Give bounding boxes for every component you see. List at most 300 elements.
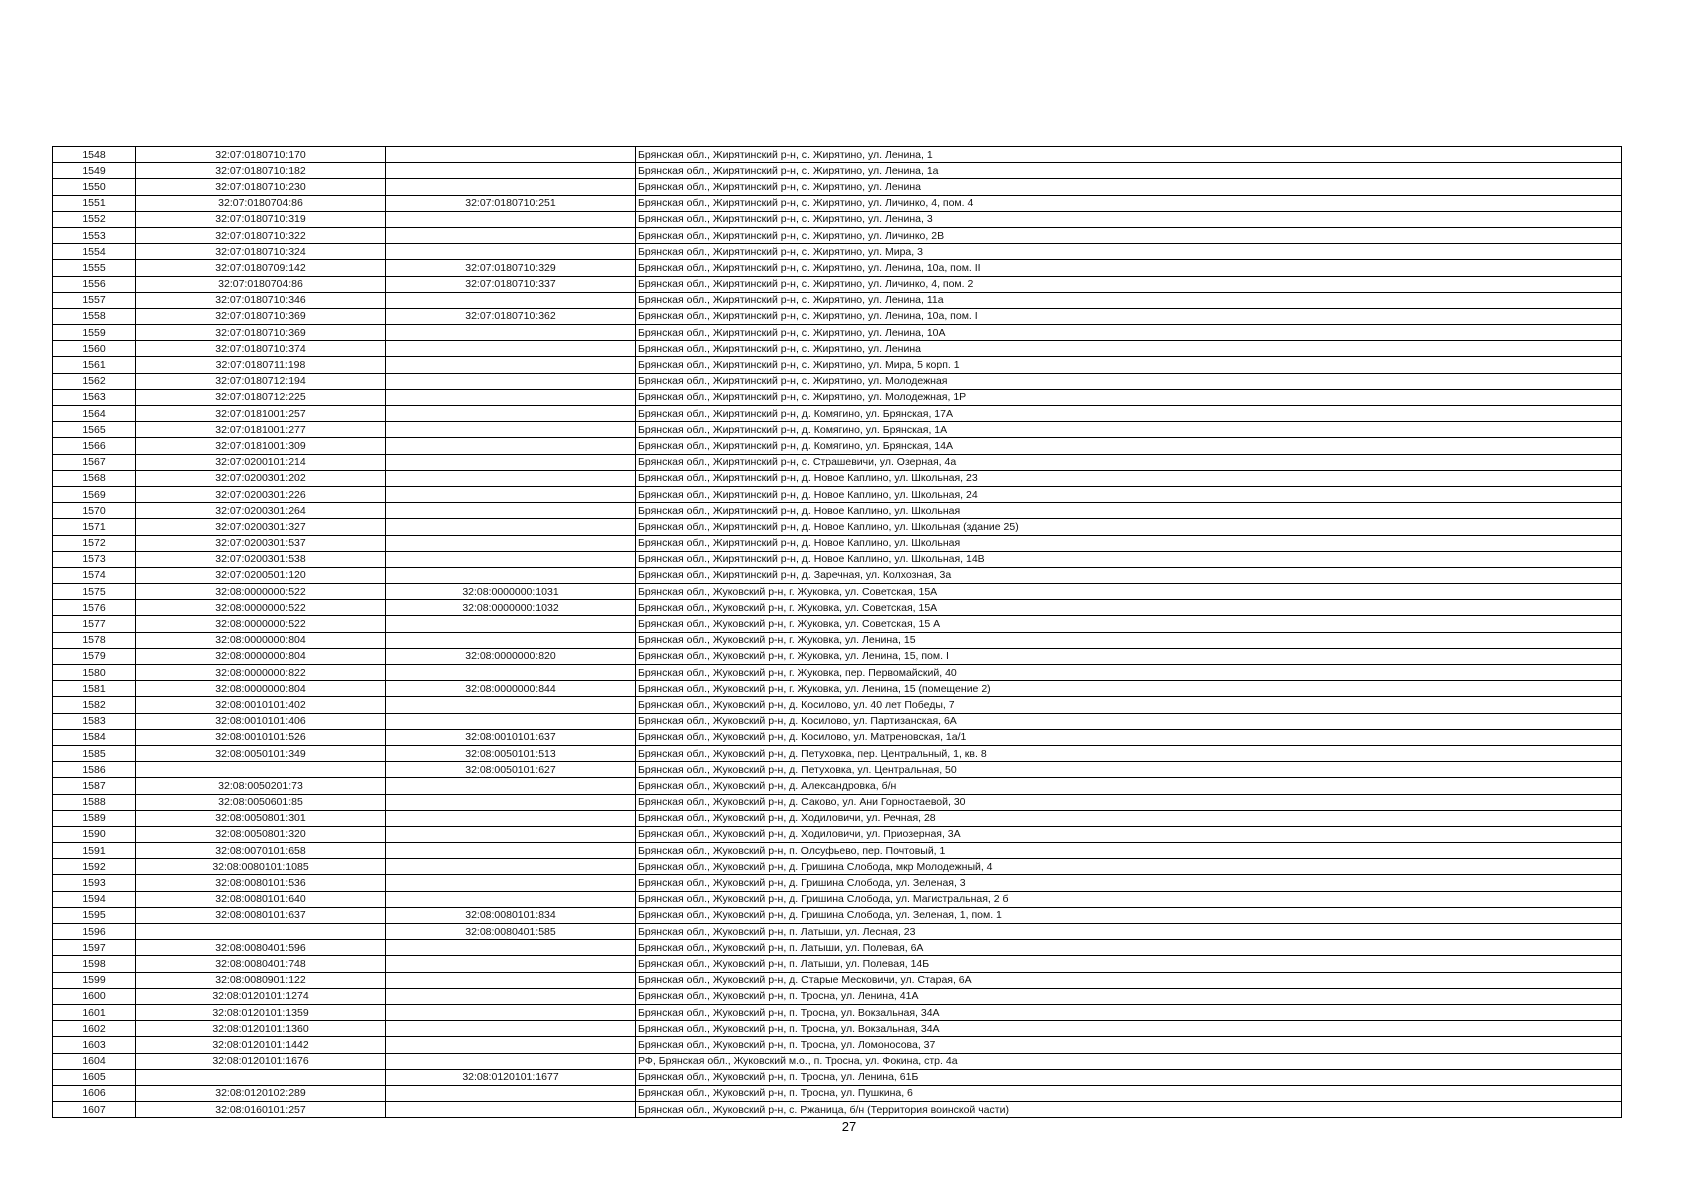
cadastral-number-cell: 32:08:0000000:804 xyxy=(136,632,386,648)
row-number-cell: 1552 xyxy=(53,211,136,227)
table-row xyxy=(53,907,1622,923)
cadastral-number-cell: 32:08:0000000:804 xyxy=(136,681,386,697)
row-number-cell: 1601 xyxy=(53,1004,136,1020)
row-number-cell: 1569 xyxy=(53,486,136,502)
cadastral-number-cell: 32:08:0080101:1085 xyxy=(136,859,386,875)
cadastral-number-cell: 32:07:0180710:374 xyxy=(136,341,386,357)
table-row xyxy=(53,486,1622,502)
row-number-cell: 1596 xyxy=(53,924,136,940)
related-cadastral-number-cell xyxy=(386,341,636,357)
table-row xyxy=(53,567,1622,583)
table-row xyxy=(53,826,1622,842)
address-cell: РФ, Брянская обл., Жуковский м.о., п. Тросна, ул. Фокина, стр. 4а xyxy=(636,1053,1622,1069)
related-cadastral-number-cell: 32:08:0050101:627 xyxy=(386,762,636,778)
related-cadastral-number-cell xyxy=(386,227,636,243)
table-row xyxy=(53,211,1622,227)
address-cell: Брянская обл., Жуковский р-н, д. Гришина Слобода, мкр Молодежный, 4 xyxy=(636,859,1622,875)
table-row xyxy=(53,1053,1622,1069)
row-number-cell: 1548 xyxy=(53,147,136,163)
table-row xyxy=(53,470,1622,486)
table-row xyxy=(53,519,1622,535)
table-row xyxy=(53,745,1622,761)
cadastral-number-cell: 32:08:0050801:320 xyxy=(136,826,386,842)
address-cell: Брянская обл., Жирятинский р-н, д. Комягино, ул. Брянская, 17А xyxy=(636,406,1622,422)
address-cell: Брянская обл., Жуковский р-н, г. Жуковка, ул. Советская, 15А xyxy=(636,584,1622,600)
address-cell: Брянская обл., Жуковский р-н, г. Жуковка, ул. Советская, 15 А xyxy=(636,616,1622,632)
cadastral-number-cell: 32:08:0000000:822 xyxy=(136,665,386,681)
row-number-cell: 1584 xyxy=(53,729,136,745)
related-cadastral-number-cell xyxy=(386,519,636,535)
related-cadastral-number-cell xyxy=(386,810,636,826)
cadastral-number-cell: 32:08:0070101:658 xyxy=(136,843,386,859)
row-number-cell: 1585 xyxy=(53,745,136,761)
row-number-cell: 1576 xyxy=(53,600,136,616)
cadastral-number-cell: 32:08:0120102:289 xyxy=(136,1085,386,1101)
cadastral-number-cell: 32:08:0120101:1274 xyxy=(136,988,386,1004)
related-cadastral-number-cell xyxy=(386,503,636,519)
cadastral-number-cell xyxy=(136,1069,386,1085)
address-cell: Брянская обл., Жирятинский р-н, с. Жирятино, ул. Ленина xyxy=(636,179,1622,195)
page-number: 27 xyxy=(841,1119,857,1134)
related-cadastral-number-cell xyxy=(386,163,636,179)
row-number-cell: 1594 xyxy=(53,891,136,907)
cadastral-number-cell: 32:07:0200301:537 xyxy=(136,535,386,551)
row-number-cell: 1571 xyxy=(53,519,136,535)
table-row xyxy=(53,681,1622,697)
cadastral-number-cell: 32:08:0010101:526 xyxy=(136,729,386,745)
row-number-cell: 1561 xyxy=(53,357,136,373)
cadastral-number-cell: 32:08:0080401:596 xyxy=(136,940,386,956)
address-cell: Брянская обл., Жуковский р-н, д. Гришина Слобода, ул. Зеленая, 3 xyxy=(636,875,1622,891)
row-number-cell: 1599 xyxy=(53,972,136,988)
related-cadastral-number-cell: 32:08:0080101:834 xyxy=(386,907,636,923)
related-cadastral-number-cell: 32:08:0000000:844 xyxy=(386,681,636,697)
related-cadastral-number-cell xyxy=(386,859,636,875)
row-number-cell: 1557 xyxy=(53,292,136,308)
table-row xyxy=(53,341,1622,357)
related-cadastral-number-cell xyxy=(386,1053,636,1069)
row-number-cell: 1592 xyxy=(53,859,136,875)
address-cell: Брянская обл., Жирятинский р-н, д. Новое Каплино, ул. Школьная (здание 25) xyxy=(636,519,1622,535)
related-cadastral-number-cell xyxy=(386,422,636,438)
row-number-cell: 1603 xyxy=(53,1037,136,1053)
row-number-cell: 1572 xyxy=(53,535,136,551)
row-number-cell: 1559 xyxy=(53,325,136,341)
table-row xyxy=(53,438,1622,454)
address-cell: Брянская обл., Жуковский р-н, г. Жуковка, ул. Ленина, 15 xyxy=(636,632,1622,648)
address-cell: Брянская обл., Жирятинский р-н, д. Заречная, ул. Колхозная, 3а xyxy=(636,567,1622,583)
address-cell: Брянская обл., Жуковский р-н, г. Жуковка, ул. Ленина, 15 (помещение 2) xyxy=(636,681,1622,697)
row-number-cell: 1553 xyxy=(53,227,136,243)
table-row xyxy=(53,357,1622,373)
address-cell: Брянская обл., Жирятинский р-н, с. Жирятино, ул. Личинко, 4, пом. 2 xyxy=(636,276,1622,292)
address-cell: Брянская обл., Жуковский р-н, п. Латыши, ул. Лесная, 23 xyxy=(636,924,1622,940)
table-row xyxy=(53,1069,1622,1085)
table-row xyxy=(53,260,1622,276)
table-row xyxy=(53,244,1622,260)
table-row xyxy=(53,729,1622,745)
row-number-cell: 1607 xyxy=(53,1102,136,1118)
address-cell: Брянская обл., Жуковский р-н, г. Жуковка, пер. Первомайский, 40 xyxy=(636,665,1622,681)
table-row xyxy=(53,940,1622,956)
address-cell: Брянская обл., Жуковский р-н, д. Петуховка, ул. Центральная, 50 xyxy=(636,762,1622,778)
table-row xyxy=(53,147,1622,163)
related-cadastral-number-cell: 32:07:0180710:329 xyxy=(386,260,636,276)
row-number-cell: 1581 xyxy=(53,681,136,697)
table-row xyxy=(53,373,1622,389)
row-number-cell: 1570 xyxy=(53,503,136,519)
table-body xyxy=(53,147,1622,1118)
row-number-cell: 1582 xyxy=(53,697,136,713)
property-register-table xyxy=(52,146,1622,1118)
cadastral-number-cell: 32:08:0080401:748 xyxy=(136,956,386,972)
cadastral-number-cell: 32:08:0010101:402 xyxy=(136,697,386,713)
address-cell: Брянская обл., Жуковский р-н, п. Олсуфьево, пер. Почтовый, 1 xyxy=(636,843,1622,859)
related-cadastral-number-cell: 32:08:0050101:513 xyxy=(386,745,636,761)
cadastral-number-cell: 32:08:0080101:637 xyxy=(136,907,386,923)
table-row xyxy=(53,810,1622,826)
row-number-cell: 1568 xyxy=(53,470,136,486)
cadastral-number-cell: 32:08:0000000:522 xyxy=(136,600,386,616)
related-cadastral-number-cell xyxy=(386,794,636,810)
table-row xyxy=(53,1102,1622,1118)
cadastral-number-cell: 32:07:0180710:182 xyxy=(136,163,386,179)
cadastral-number-cell: 32:08:0160101:257 xyxy=(136,1102,386,1118)
related-cadastral-number-cell xyxy=(386,632,636,648)
table-row xyxy=(53,551,1622,567)
row-number-cell: 1606 xyxy=(53,1085,136,1101)
row-number-cell: 1590 xyxy=(53,826,136,842)
table-row xyxy=(53,276,1622,292)
cadastral-number-cell: 32:07:0180712:225 xyxy=(136,389,386,405)
table-row xyxy=(53,1085,1622,1101)
address-cell: Брянская обл., Жуковский р-н, п. Латыши, ул. Полевая, 6А xyxy=(636,940,1622,956)
related-cadastral-number-cell xyxy=(386,325,636,341)
table-row xyxy=(53,454,1622,470)
table-row xyxy=(53,308,1622,324)
row-number-cell: 1586 xyxy=(53,762,136,778)
related-cadastral-number-cell xyxy=(386,778,636,794)
row-number-cell: 1600 xyxy=(53,988,136,1004)
table-row xyxy=(53,1037,1622,1053)
related-cadastral-number-cell xyxy=(386,389,636,405)
row-number-cell: 1591 xyxy=(53,843,136,859)
row-number-cell: 1562 xyxy=(53,373,136,389)
table-row xyxy=(53,389,1622,405)
related-cadastral-number-cell xyxy=(386,373,636,389)
related-cadastral-number-cell xyxy=(386,551,636,567)
row-number-cell: 1605 xyxy=(53,1069,136,1085)
address-cell: Брянская обл., Жуковский р-н, д. Косилово, ул. Матреновская, 1а/1 xyxy=(636,729,1622,745)
related-cadastral-number-cell xyxy=(386,713,636,729)
related-cadastral-number-cell xyxy=(386,535,636,551)
table-row xyxy=(53,859,1622,875)
related-cadastral-number-cell xyxy=(386,147,636,163)
related-cadastral-number-cell xyxy=(386,843,636,859)
table-row xyxy=(53,325,1622,341)
related-cadastral-number-cell: 32:08:0000000:820 xyxy=(386,648,636,664)
cadastral-number-cell: 32:08:0080101:536 xyxy=(136,875,386,891)
table-row xyxy=(53,956,1622,972)
cadastral-number-cell: 32:07:0200301:202 xyxy=(136,470,386,486)
related-cadastral-number-cell xyxy=(386,616,636,632)
row-number-cell: 1575 xyxy=(53,584,136,600)
cadastral-number-cell: 32:08:0000000:522 xyxy=(136,584,386,600)
cadastral-number-cell: 32:08:0120101:1676 xyxy=(136,1053,386,1069)
table-row xyxy=(53,195,1622,211)
cadastral-number-cell: 32:08:0050101:349 xyxy=(136,745,386,761)
related-cadastral-number-cell xyxy=(386,357,636,373)
related-cadastral-number-cell xyxy=(386,244,636,260)
address-cell: Брянская обл., Жирятинский р-н, с. Жирятино, ул. Мира, 5 корп. 1 xyxy=(636,357,1622,373)
cadastral-number-cell: 32:07:0200301:538 xyxy=(136,551,386,567)
address-cell: Брянская обл., Жирятинский р-н, д. Новое Каплино, ул. Школьная xyxy=(636,503,1622,519)
cadastral-number-cell: 32:07:0200301:226 xyxy=(136,486,386,502)
related-cadastral-number-cell: 32:08:0000000:1032 xyxy=(386,600,636,616)
cadastral-number-cell: 32:07:0181001:257 xyxy=(136,406,386,422)
row-number-cell: 1564 xyxy=(53,406,136,422)
table-row xyxy=(53,584,1622,600)
row-number-cell: 1578 xyxy=(53,632,136,648)
cadastral-number-cell: 32:07:0180712:194 xyxy=(136,373,386,389)
table-row xyxy=(53,422,1622,438)
address-cell: Брянская обл., Жуковский р-н, д. Косилово, ул. 40 лет Победы, 7 xyxy=(636,697,1622,713)
address-cell: Брянская обл., Жуковский р-н, д. Ходиловичи, ул. Речная, 28 xyxy=(636,810,1622,826)
row-number-cell: 1597 xyxy=(53,940,136,956)
row-number-cell: 1555 xyxy=(53,260,136,276)
table-row xyxy=(53,616,1622,632)
cadastral-number-cell: 32:07:0180710:170 xyxy=(136,147,386,163)
cadastral-number-cell xyxy=(136,924,386,940)
row-number-cell: 1567 xyxy=(53,454,136,470)
related-cadastral-number-cell xyxy=(386,972,636,988)
cadastral-number-cell: 32:07:0180704:86 xyxy=(136,195,386,211)
cadastral-number-cell: 32:07:0180704:86 xyxy=(136,276,386,292)
related-cadastral-number-cell xyxy=(386,486,636,502)
row-number-cell: 1560 xyxy=(53,341,136,357)
row-number-cell: 1577 xyxy=(53,616,136,632)
cadastral-number-cell: 32:07:0180710:346 xyxy=(136,292,386,308)
table-row xyxy=(53,179,1622,195)
cadastral-number-cell: 32:08:0010101:406 xyxy=(136,713,386,729)
related-cadastral-number-cell: 32:08:0010101:637 xyxy=(386,729,636,745)
related-cadastral-number-cell xyxy=(386,665,636,681)
row-number-cell: 1573 xyxy=(53,551,136,567)
related-cadastral-number-cell xyxy=(386,211,636,227)
cadastral-number-cell: 32:07:0200501:120 xyxy=(136,567,386,583)
address-cell: Брянская обл., Жирятинский р-н, с. Жирятино, ул. Личинко, 2В xyxy=(636,227,1622,243)
table-row xyxy=(53,1004,1622,1020)
address-cell: Брянская обл., Жуковский р-н, п. Тросна, ул. Вокзальная, 34А xyxy=(636,1021,1622,1037)
cadastral-number-cell: 32:08:0120101:1442 xyxy=(136,1037,386,1053)
related-cadastral-number-cell xyxy=(386,406,636,422)
related-cadastral-number-cell xyxy=(386,567,636,583)
related-cadastral-number-cell xyxy=(386,454,636,470)
row-number-cell: 1558 xyxy=(53,308,136,324)
related-cadastral-number-cell xyxy=(386,697,636,713)
address-cell: Брянская обл., Жирятинский р-н, с. Жирятино, ул. Ленина, 11а xyxy=(636,292,1622,308)
row-number-cell: 1583 xyxy=(53,713,136,729)
cadastral-number-cell: 32:07:0180710:324 xyxy=(136,244,386,260)
table-row xyxy=(53,794,1622,810)
table-row xyxy=(53,924,1622,940)
related-cadastral-number-cell xyxy=(386,1021,636,1037)
table-row xyxy=(53,648,1622,664)
row-number-cell: 1598 xyxy=(53,956,136,972)
related-cadastral-number-cell xyxy=(386,891,636,907)
address-cell: Брянская обл., Жуковский р-н, д. Саково, ул. Ани Горностаевой, 30 xyxy=(636,794,1622,810)
address-cell: Брянская обл., Жирятинский р-н, с. Жирятино, ул. Ленина, 10а, пом. I xyxy=(636,308,1622,324)
related-cadastral-number-cell xyxy=(386,826,636,842)
related-cadastral-number-cell xyxy=(386,1037,636,1053)
table-row xyxy=(53,227,1622,243)
cadastral-number-cell: 32:07:0180710:319 xyxy=(136,211,386,227)
address-cell: Брянская обл., Жуковский р-н, п. Тросна, ул. Ленина, 41А xyxy=(636,988,1622,1004)
row-number-cell: 1587 xyxy=(53,778,136,794)
address-cell: Брянская обл., Жирятинский р-н, д. Новое Каплино, ул. Школьная xyxy=(636,535,1622,551)
table-row xyxy=(53,972,1622,988)
cadastral-number-cell: 32:08:0050201:73 xyxy=(136,778,386,794)
address-cell: Брянская обл., Жуковский р-н, д. Ходиловичи, ул. Приозерная, 3А xyxy=(636,826,1622,842)
related-cadastral-number-cell xyxy=(386,438,636,454)
address-cell: Брянская обл., Жирятинский р-н, с. Жирятино, ул. Ленина, 10А xyxy=(636,325,1622,341)
row-number-cell: 1550 xyxy=(53,179,136,195)
related-cadastral-number-cell xyxy=(386,470,636,486)
related-cadastral-number-cell xyxy=(386,956,636,972)
cadastral-number-cell: 32:07:0200301:264 xyxy=(136,503,386,519)
cadastral-number-cell: 32:07:0180710:369 xyxy=(136,325,386,341)
cadastral-number-cell: 32:07:0200301:327 xyxy=(136,519,386,535)
related-cadastral-number-cell xyxy=(386,1085,636,1101)
address-cell: Брянская обл., Жирятинский р-н, д. Новое Каплино, ул. Школьная, 24 xyxy=(636,486,1622,502)
address-cell: Брянская обл., Жуковский р-н, п. Тросна, ул. Ленина, 61Б xyxy=(636,1069,1622,1085)
row-number-cell: 1551 xyxy=(53,195,136,211)
table-row xyxy=(53,697,1622,713)
table-row xyxy=(53,632,1622,648)
table-row xyxy=(53,163,1622,179)
related-cadastral-number-cell xyxy=(386,988,636,1004)
cadastral-number-cell: 32:08:0120101:1360 xyxy=(136,1021,386,1037)
cadastral-number-cell xyxy=(136,762,386,778)
row-number-cell: 1580 xyxy=(53,665,136,681)
row-number-cell: 1604 xyxy=(53,1053,136,1069)
address-cell: Брянская обл., Жуковский р-н, д. Косилово, ул. Партизанская, 6А xyxy=(636,713,1622,729)
address-cell: Брянская обл., Жуковский р-н, д. Старые Месковичи, ул. Старая, 6А xyxy=(636,972,1622,988)
related-cadastral-number-cell xyxy=(386,1102,636,1118)
table-row xyxy=(53,713,1622,729)
table-row xyxy=(53,535,1622,551)
table-row xyxy=(53,875,1622,891)
cadastral-number-cell: 32:07:0180710:369 xyxy=(136,308,386,324)
related-cadastral-number-cell xyxy=(386,1004,636,1020)
address-cell: Брянская обл., Жирятинский р-н, с. Жирятино, ул. Ленина, 1а xyxy=(636,163,1622,179)
row-number-cell: 1574 xyxy=(53,567,136,583)
table-row xyxy=(53,503,1622,519)
related-cadastral-number-cell: 32:07:0180710:251 xyxy=(386,195,636,211)
cadastral-number-cell: 32:08:0000000:522 xyxy=(136,616,386,632)
table-row xyxy=(53,778,1622,794)
address-cell: Брянская обл., Жирятинский р-н, с. Жирятино, ул. Ленина, 1 xyxy=(636,147,1622,163)
cadastral-number-cell: 32:07:0180710:230 xyxy=(136,179,386,195)
table-row xyxy=(53,843,1622,859)
address-cell: Брянская обл., Жуковский р-н, с. Ржаница, б/н (Территория воинской части) xyxy=(636,1102,1622,1118)
address-cell: Брянская обл., Жирятинский р-н, с. Жирятино, ул. Ленина, 3 xyxy=(636,211,1622,227)
cadastral-number-cell: 32:07:0181001:309 xyxy=(136,438,386,454)
address-cell: Брянская обл., Жирятинский р-н, с. Жирятино, ул. Молодежная, 1Р xyxy=(636,389,1622,405)
address-cell: Брянская обл., Жуковский р-н, д. Гришина Слобода, ул. Зеленая, 1, пом. 1 xyxy=(636,907,1622,923)
related-cadastral-number-cell xyxy=(386,179,636,195)
address-cell: Брянская обл., Жирятинский р-н, д. Комягино, ул. Брянская, 1А xyxy=(636,422,1622,438)
row-number-cell: 1563 xyxy=(53,389,136,405)
address-cell: Брянская обл., Жирятинский р-н, с. Страшевичи, ул. Озерная, 4а xyxy=(636,454,1622,470)
related-cadastral-number-cell: 32:07:0180710:362 xyxy=(386,308,636,324)
related-cadastral-number-cell: 32:08:0080401:585 xyxy=(386,924,636,940)
cadastral-number-cell: 32:08:0050801:301 xyxy=(136,810,386,826)
address-cell: Брянская обл., Жирятинский р-н, с. Жирятино, ул. Личинко, 4, пом. 4 xyxy=(636,195,1622,211)
address-cell: Брянская обл., Жуковский р-н, д. Александровка, б/н xyxy=(636,778,1622,794)
cadastral-number-cell: 32:07:0181001:277 xyxy=(136,422,386,438)
table-row xyxy=(53,406,1622,422)
cadastral-number-cell: 32:08:0080101:640 xyxy=(136,891,386,907)
row-number-cell: 1579 xyxy=(53,648,136,664)
address-cell: Брянская обл., Жуковский р-н, п. Тросна, ул. Ломоносова, 37 xyxy=(636,1037,1622,1053)
row-number-cell: 1593 xyxy=(53,875,136,891)
address-cell: Брянская обл., Жуковский р-н, г. Жуковка, ул. Советская, 15А xyxy=(636,600,1622,616)
address-cell: Брянская обл., Жуковский р-н, г. Жуковка, ул. Ленина, 15, пом. I xyxy=(636,648,1622,664)
related-cadastral-number-cell: 32:08:0120101:1677 xyxy=(386,1069,636,1085)
cadastral-number-cell: 32:07:0180710:322 xyxy=(136,227,386,243)
address-cell: Брянская обл., Жирятинский р-н, с. Жирятино, ул. Молодежная xyxy=(636,373,1622,389)
row-number-cell: 1566 xyxy=(53,438,136,454)
cadastral-number-cell: 32:07:0180709:142 xyxy=(136,260,386,276)
table-row xyxy=(53,292,1622,308)
table-row xyxy=(53,665,1622,681)
address-cell: Брянская обл., Жуковский р-н, п. Латыши, ул. Полевая, 14Б xyxy=(636,956,1622,972)
cadastral-number-cell: 32:08:0120101:1359 xyxy=(136,1004,386,1020)
address-cell: Брянская обл., Жирятинский р-н, с. Жирятино, ул. Ленина xyxy=(636,341,1622,357)
row-number-cell: 1589 xyxy=(53,810,136,826)
row-number-cell: 1602 xyxy=(53,1021,136,1037)
address-cell: Брянская обл., Жуковский р-н, п. Тросна, ул. Вокзальная, 34А xyxy=(636,1004,1622,1020)
related-cadastral-number-cell xyxy=(386,292,636,308)
address-cell: Брянская обл., Жирятинский р-н, с. Жирятино, ул. Мира, 3 xyxy=(636,244,1622,260)
table-row xyxy=(53,891,1622,907)
cadastral-number-cell: 32:08:0000000:804 xyxy=(136,648,386,664)
cadastral-number-cell: 32:07:0180711:198 xyxy=(136,357,386,373)
row-number-cell: 1556 xyxy=(53,276,136,292)
address-cell: Брянская обл., Жуковский р-н, д. Петуховка, пер. Центральный, 1, кв. 8 xyxy=(636,745,1622,761)
table-row xyxy=(53,600,1622,616)
row-number-cell: 1549 xyxy=(53,163,136,179)
table-row xyxy=(53,762,1622,778)
row-number-cell: 1595 xyxy=(53,907,136,923)
related-cadastral-number-cell: 32:08:0000000:1031 xyxy=(386,584,636,600)
address-cell: Брянская обл., Жуковский р-н, п. Тросна, ул. Пушкина, 6 xyxy=(636,1085,1622,1101)
address-cell: Брянская обл., Жуковский р-н, д. Гришина Слобода, ул. Магистральная, 2 б xyxy=(636,891,1622,907)
row-number-cell: 1565 xyxy=(53,422,136,438)
table-row xyxy=(53,988,1622,1004)
row-number-cell: 1588 xyxy=(53,794,136,810)
row-number-cell: 1554 xyxy=(53,244,136,260)
cadastral-number-cell: 32:08:0080901:122 xyxy=(136,972,386,988)
related-cadastral-number-cell: 32:07:0180710:337 xyxy=(386,276,636,292)
cadastral-number-cell: 32:07:0200101:214 xyxy=(136,454,386,470)
related-cadastral-number-cell xyxy=(386,875,636,891)
address-cell: Брянская обл., Жирятинский р-н, д. Новое Каплино, ул. Школьная, 14В xyxy=(636,551,1622,567)
address-cell: Брянская обл., Жирятинский р-н, с. Жирятино, ул. Ленина, 10а, пом. II xyxy=(636,260,1622,276)
address-cell: Брянская обл., Жирятинский р-н, д. Новое Каплино, ул. Школьная, 23 xyxy=(636,470,1622,486)
table-row xyxy=(53,1021,1622,1037)
